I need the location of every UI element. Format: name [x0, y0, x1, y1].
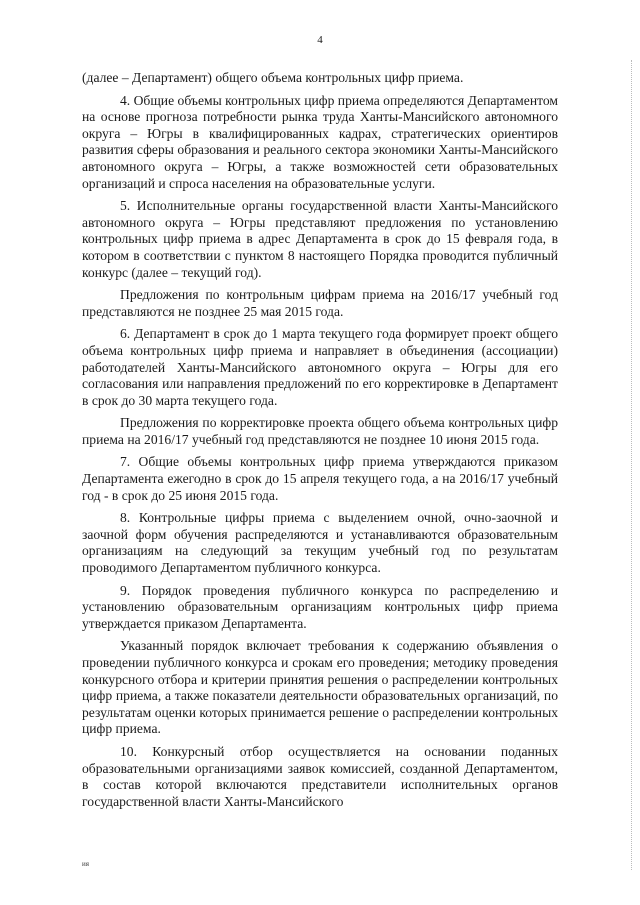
paragraph-item-7: 7. Общие объемы контрольных цифр приема утверждаются приказом Департамента ежегодно в срок до 15 апреля текущего года, а на 2016/17 учебный год - в срок до 25 июня 2015 года. [82, 454, 558, 503]
paragraph-item-6-note: Предложения по корректировке проекта общего объема контрольных цифр приема на 2016/17 учебный год представляются не позднее 10 июня 2015 года. [82, 415, 558, 447]
paragraph-item-6: 6. Департамент в срок до 1 марта текущего года формирует проект общего объема контрольных цифр приема и направляет в объединения (ассоциации) работодателей Ханты-Мансийского автономного округа – Югры для его согласования или направления предложений по его корректировке в Департамент в срок до 30 марта текущего года. [82, 326, 558, 408]
document-body [82, 70, 558, 816]
paragraph-item-8: 8. Контрольные цифры приема с выделением очной, очно-заочной и заочной форм обучения распределяются и устанавливаются образовательным организациям на следующий за текущим учебный год по результатам проводимого Департаментом публичного конкурса. [82, 510, 558, 576]
page-number: 4 [317, 34, 323, 46]
paragraph-item-5: 5. Исполнительные органы государственной власти Ханты-Мансийского автономного округа – Югры представляют предложения по установлению контрольных цифр приема в адрес Департамента в срок до 15 февраля года, в котором в соответствии с пунктом 8 настоящего Порядка проводится публичный конкурс (далее – текущий год). [82, 198, 558, 280]
paragraph-item-5-note: Предложения по контрольным цифрам приема на 2016/17 учебный год представляются не позднее 25 мая 2015 года. [82, 287, 558, 319]
paragraph-item-9-note: Указанный порядок включает требования к содержанию объявления о проведении публичного конкурса и срокам его проведения; методику проведения конкурсного отбора и критерии принятия решения о распределении контрольных цифр приема, а также показатели деятельности образовательных организаций, по результатам оценки которых принимается решение о распределении контрольных цифр приема. [82, 638, 558, 737]
paragraph-item-9: 9. Порядок проведения публичного конкурса по распределению и установлению образовательным организациям контрольных цифр приема утверждается приказом Департамента. [82, 582, 558, 631]
footer-mark: ия [82, 860, 89, 868]
paragraph-item-4: 4. Общие объемы контрольных цифр приема определяются Департаментом на основе прогноза потребности рынка труда Ханты-Мансийского автономного округа – Югры в квалифицированных кадрах, стратегических ориентиров развития сферы образования и реального сектора экономики Ханты-Мансийского автономного округа – Югры, а также возможностей сети образовательных организаций и спроса населения на образовательные услуги. [82, 92, 558, 191]
scan-edge-divider [630, 60, 632, 870]
paragraph-continuation: (далее – Департамент) общего объема контрольных цифр приема. [82, 70, 464, 85]
paragraph-item-10: 10. Конкурсный отбор осуществляется на основании поданных образовательными организациями заявок комиссией, созданной Департаментом, в состав которой включаются представители исполнительных органов государственной власти Ханты-Мансийского [82, 743, 558, 809]
